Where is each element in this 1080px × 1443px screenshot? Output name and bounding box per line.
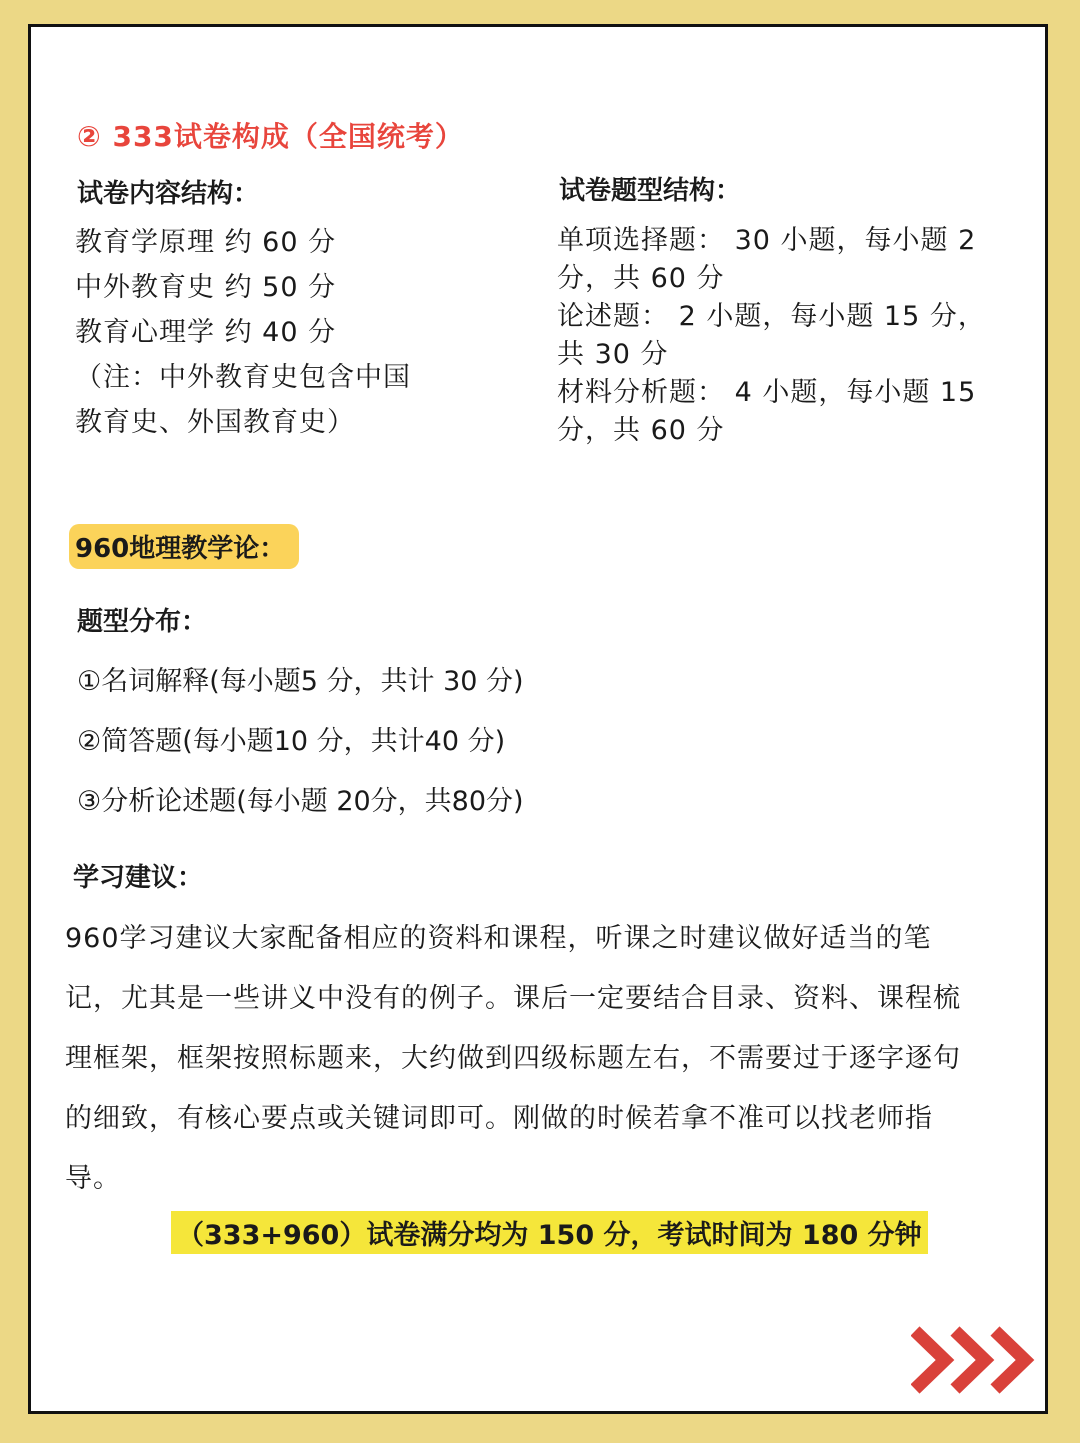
content-structure-list (75, 220, 411, 445)
triple-chevron-right-icon (911, 1325, 1039, 1399)
type-item: ①名词解释(每小题5 分，共计 30 分) (77, 666, 524, 697)
advice-paragraph (65, 909, 1025, 1209)
content-card (28, 24, 1048, 1414)
advice-line: 960学习建议大家配备相应的资料和课程，听课之时建议做好适当的笔 (65, 923, 932, 954)
content-structure-heading: 试卷内容结构： (77, 179, 260, 209)
content-line: 中外教育史 约 50 分 (75, 272, 337, 303)
question-type-line: 分，共 60 分 (557, 263, 725, 294)
advice-line: 导。 (65, 1163, 121, 1194)
section-title: ② 333试卷构成（全国统考） (77, 120, 464, 153)
content-line: （注：中外教育史包含中国 (75, 362, 411, 393)
advice-line: 理框架，框架按照标题来，大约做到四级标题左右，不需要过于逐字逐句 (65, 1043, 961, 1074)
content-line: 教育史、外国教育史） (75, 407, 355, 438)
type-item: ②简答题(每小题10 分，共计40 分) (77, 726, 506, 757)
advice-line: 的细致，有核心要点或关键词即可。刚做的时候若拿不准可以找老师指 (65, 1103, 933, 1134)
question-type-line: 共 30 分 (557, 339, 669, 370)
advice-line: 记，尤其是一些讲义中没有的例子。课后一定要结合目录、资料、课程梳 (65, 983, 961, 1014)
content-line: 教育学原理 约 60 分 (75, 227, 337, 258)
question-type-line: 材料分析题： 4 小题，每小题 15 (557, 377, 977, 408)
geo-section-label: 960地理教学论： (69, 524, 299, 569)
question-type-list (557, 222, 986, 450)
advice-heading: 学习建议： (73, 863, 204, 893)
question-type-heading: 试卷题型结构： (559, 176, 742, 206)
question-type-line: 论述题： 2 小题，每小题 15 分， (557, 301, 986, 332)
question-type-line: 分，共 60 分 (557, 415, 725, 446)
question-type-line: 单项选择题： 30 小题，每小题 2 (557, 225, 977, 256)
type-item: ③分析论述题(每小题 20分，共80分) (77, 786, 524, 817)
types-heading: 题型分布： (77, 607, 208, 637)
content-line: 教育心理学 约 40 分 (75, 317, 337, 348)
exam-summary-note: （333+960）试卷满分均为 150 分，考试时间为 180 分钟 (171, 1211, 928, 1254)
